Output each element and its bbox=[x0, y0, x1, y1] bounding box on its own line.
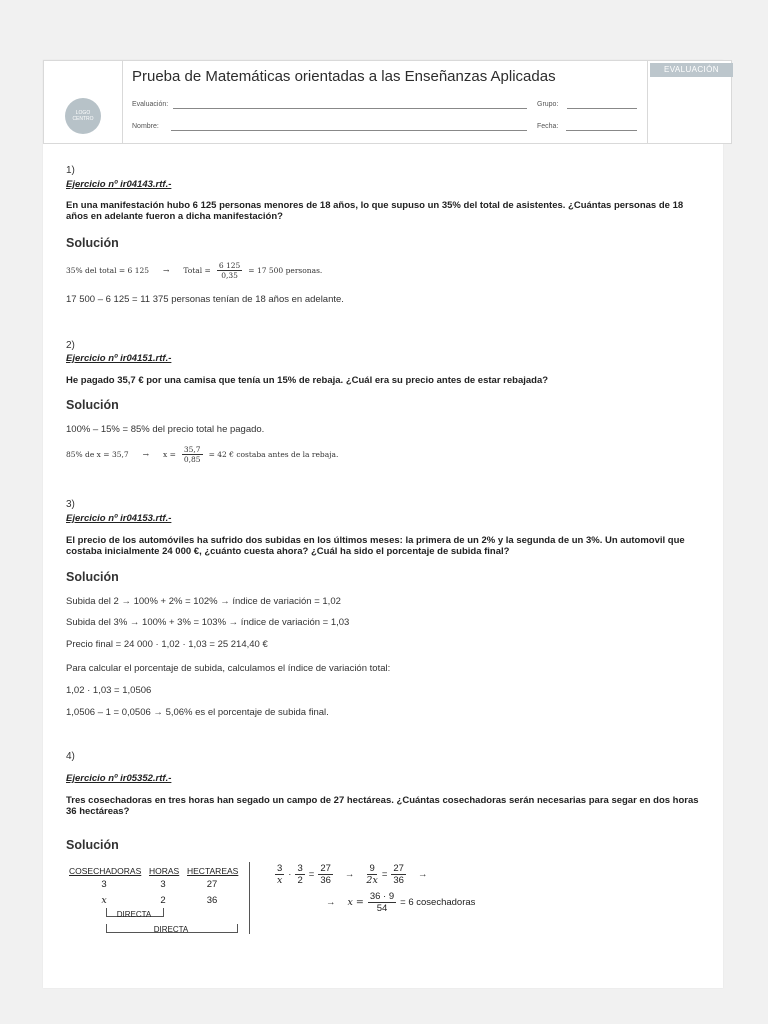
table-cell: 36 bbox=[206, 895, 218, 906]
fecha-label: Fecha: bbox=[537, 123, 559, 130]
table-cell: 27 bbox=[206, 879, 218, 890]
logo-column bbox=[44, 61, 123, 143]
proportion-equation bbox=[275, 863, 427, 886]
grupo-label: Grupo: bbox=[537, 101, 559, 108]
arrow: → bbox=[163, 266, 170, 275]
table-cell: 3 bbox=[101, 879, 107, 890]
denominator: 2 bbox=[297, 875, 303, 886]
numerator: 27 bbox=[320, 863, 331, 874]
exercise-reference: Ejercicio nº ir05352.rtf.- bbox=[66, 773, 172, 784]
nombre-field[interactable] bbox=[171, 130, 527, 131]
fraction bbox=[318, 863, 333, 886]
numerator: 35,7 bbox=[183, 445, 201, 454]
exercise-reference: Ejercicio nº ir04143.rtf.- bbox=[66, 179, 172, 190]
denominator: 54 bbox=[376, 903, 388, 914]
numerator: 6 125 bbox=[218, 261, 241, 270]
exam-title: Prueba de Matemáticas orientadas a las Enseñanzas Aplicadas bbox=[132, 68, 556, 85]
exercise-question: Tres cosechadoras en tres horas han segado un campo de 27 hectáreas. ¿Cuántas cosechadoras serán necesarias para segar en dos horas 36 hectáreas? bbox=[66, 795, 699, 817]
fraction bbox=[368, 891, 396, 914]
evaluacion-label: Evaluación: bbox=[132, 101, 169, 108]
relation-label: DIRECTA bbox=[153, 925, 189, 934]
solution-text: Subida del 2 → 100% + 2% = 102% → índice de variación = 1,02 bbox=[66, 596, 341, 607]
exercise-question: He pagado 35,7 € por una camisa que tenía un 15% de rebaja. ¿Cuál era su precio antes de estar rebajada? bbox=[66, 375, 549, 386]
solution-text: Subida del 3% → 100% + 3% = 103% → índice de variación = 1,03 bbox=[66, 617, 350, 628]
operator: · bbox=[288, 869, 292, 880]
denominator: x bbox=[276, 875, 283, 886]
arrow: → bbox=[344, 869, 355, 880]
formula-result: = 17 500 personas. bbox=[248, 266, 323, 275]
solution-text: 17 500 – 6 125 = 11 375 personas tenían de 18 años en adelante. bbox=[66, 294, 344, 305]
solution-heading: Solución bbox=[66, 236, 119, 250]
grupo-field[interactable] bbox=[567, 108, 637, 109]
arrow: → bbox=[326, 897, 336, 908]
denominator: 0,85 bbox=[183, 455, 201, 464]
solution-formula bbox=[66, 261, 322, 280]
solution-heading: Solución bbox=[66, 398, 119, 412]
solution-text: 1,0506 – 1 = 0,0506 → 5,06% es el porcentaje de subida final. bbox=[66, 707, 329, 718]
denominator: 0,35 bbox=[221, 271, 238, 280]
exercise-number: 4) bbox=[66, 751, 75, 762]
solution-text: Para calcular el porcentaje de subida, calculamos el índice de variación total: bbox=[66, 663, 391, 674]
formula-text: 35% del total = 6 125 bbox=[66, 266, 150, 275]
fraction bbox=[275, 863, 284, 886]
exercise-question: En una manifestación hubo 6 125 personas menores de 18 años, lo que supuso un 35% del total de asistentes. ¿Cuántas personas de 18 años en adelante fueron a dicha manifestación? bbox=[66, 200, 684, 222]
formula-text: x = bbox=[162, 450, 176, 459]
denominator: 2x bbox=[366, 875, 378, 886]
operator: = bbox=[381, 869, 388, 880]
fraction bbox=[295, 863, 304, 886]
denominator: 36 bbox=[320, 875, 331, 886]
relation-label: DIRECTA bbox=[116, 910, 152, 919]
exercise-number: 1) bbox=[66, 165, 75, 176]
arrow: → bbox=[142, 450, 149, 459]
nombre-label: Nombre: bbox=[132, 123, 159, 130]
formula-text: Total = bbox=[183, 266, 211, 275]
col-header-cosechadoras: COSECHADORAS bbox=[69, 866, 142, 876]
solution-text: 100% – 15% = 85% del precio total he pagado. bbox=[66, 424, 265, 435]
exercise-reference: Ejercicio nº ir04153.rtf.- bbox=[66, 513, 172, 524]
denominator: 36 bbox=[393, 875, 404, 886]
header-divider bbox=[647, 61, 648, 143]
logo-text-1: LOGO bbox=[75, 110, 91, 116]
solution-text: Precio final = 24 000 · 1,02 · 1,03 = 25 214,40 € bbox=[66, 639, 268, 650]
logo-text-2: CENTRO bbox=[72, 116, 94, 122]
numerator: 9 bbox=[369, 863, 375, 874]
numerator: 3 bbox=[297, 863, 303, 874]
exam-header bbox=[43, 60, 732, 144]
evaluation-tag: EVALUACIÓN bbox=[650, 63, 733, 77]
solution-formula bbox=[66, 445, 338, 464]
result-text: = 6 cosechadoras bbox=[400, 897, 476, 908]
numerator: 36 · 9 bbox=[369, 891, 395, 902]
vertical-divider bbox=[249, 862, 250, 934]
evaluacion-field[interactable] bbox=[173, 108, 527, 109]
exercise-reference: Ejercicio nº ir04151.rtf.- bbox=[66, 353, 172, 364]
formula-result: = 42 € costaba antes de la rebaja. bbox=[208, 450, 339, 459]
table-cell: 3 bbox=[160, 879, 166, 890]
numerator: 3 bbox=[277, 863, 283, 874]
numerator: 27 bbox=[393, 863, 404, 874]
variable: x = bbox=[347, 897, 364, 908]
solution-heading: Solución bbox=[66, 838, 119, 852]
result-equation bbox=[326, 891, 475, 914]
solution-text: 1,02 · 1,03 = 1,0506 bbox=[66, 685, 152, 696]
school-logo bbox=[65, 98, 101, 134]
exercise-number: 2) bbox=[66, 340, 75, 351]
exercise-number: 3) bbox=[66, 499, 75, 510]
table-cell: x bbox=[101, 895, 107, 906]
fecha-field[interactable] bbox=[566, 130, 637, 131]
col-header-hectareas: HECTAREAS bbox=[187, 866, 239, 876]
arrow: → bbox=[417, 869, 428, 880]
fraction bbox=[217, 261, 242, 280]
table-cell: 2 bbox=[160, 895, 166, 906]
solution-heading: Solución bbox=[66, 570, 119, 584]
col-header-horas: HORAS bbox=[149, 866, 180, 876]
fraction bbox=[366, 863, 377, 886]
fraction bbox=[391, 863, 406, 886]
fraction bbox=[182, 445, 203, 464]
formula-text: 85% de x = 35,7 bbox=[66, 450, 129, 459]
exercise-question: El precio de los automóviles ha sufrido dos subidas en los últimos meses: la primera de un 2% y la segunda de un 3%. Un automovil que costaba inicialmente 24 000 €, ¿cuánto cuesta ahora? ¿Cuál ha sido el porcentaje de subida final? bbox=[66, 535, 685, 557]
operator: = bbox=[308, 869, 315, 880]
